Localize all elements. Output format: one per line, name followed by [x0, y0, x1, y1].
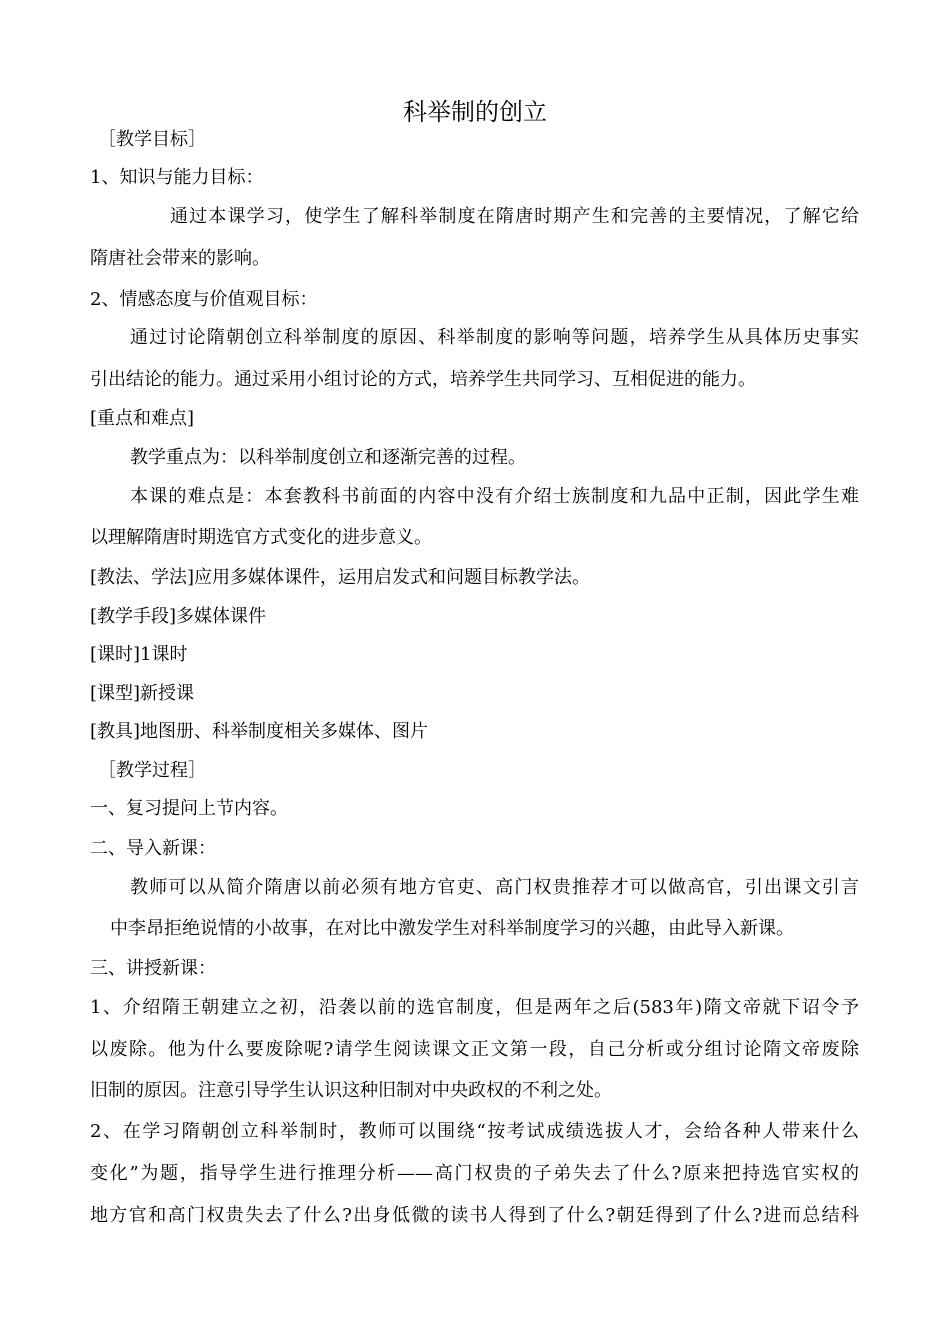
section-heading-process: ［教学过程］	[98, 760, 206, 781]
paragraph-line: 中李昂拒绝说情的小故事，在对比中激发学生对科举制度学习的兴趣，由此导入新课。	[110, 918, 794, 939]
paragraph-line: 以理解隋唐时期选官方式变化的进步意义。	[90, 527, 432, 548]
paragraph-line: 2、在学习隋朝创立科举制时，教师可以围绕“按考试成绩选拔人才，会给各种人带来什么	[90, 1121, 859, 1142]
paragraph-line: 隋唐社会带来的影响。	[90, 248, 270, 269]
section-line-periods: [课时]1课时	[90, 644, 188, 665]
section-line-teaching-aids: [教具]地图册、科举制度相关多媒体、图片	[90, 721, 429, 742]
process-step-new-lesson: 三、讲授新课：	[90, 958, 216, 979]
process-step-review: 一、复习提问上节内容。	[90, 798, 288, 819]
objective-heading-knowledge: 1、知识与能力目标：	[90, 167, 264, 188]
paragraph-line: 地方官和高门权贵失去了什么?出身低微的读书人得到了什么?朝廷得到了什么?进而总结科	[90, 1205, 859, 1226]
section-heading-key-points: [重点和难点]	[90, 408, 195, 429]
objective-heading-emotion: 2、情感态度与价值观目标：	[90, 289, 318, 310]
paragraph-line: 教学重点为：以科举制度创立和逐渐完善的过程。	[130, 447, 526, 468]
paragraph-line: 变化”为题，指导学生进行推理分析——高门权贵的子弟失去了什么?原来把持选官实权的	[90, 1163, 859, 1184]
paragraph-line: 引出结论的能力。通过采用小组讨论的方式，培养学生共同学习、互相促进的能力。	[90, 369, 756, 390]
section-heading-objectives: ［教学目标］	[98, 129, 206, 150]
process-step-introduction: 二、导入新课：	[90, 838, 216, 859]
document-title: 科举制的创立	[403, 98, 547, 126]
paragraph-line: 通过讨论隋朝创立科举制度的原因、科举制度的影响等问题，培养学生从具体历史事实	[130, 327, 859, 348]
paragraph-line: 以废除。他为什么要废除呢?请学生阅读课文正文第一段，自己分析或分组讨论隋文帝废除	[90, 1039, 859, 1060]
paragraph-line: 1、介绍隋王朝建立之初，沿袭以前的选官制度，但是两年之后(583年)隋文帝就下诏令予	[90, 997, 859, 1018]
paragraph-line: 通过本课学习，使学生了解科举制度在隋唐时期产生和完善的主要情况，了解它给	[170, 206, 859, 227]
section-line-means: [教学手段]多媒体课件	[90, 606, 267, 627]
paragraph-line: 本课的难点是：本套教科书前面的内容中没有介绍士族制度和九品中正制，因此学生难	[130, 486, 859, 507]
section-line-methods: [教法、学法]应用多媒体课件，运用启发式和问题目标教学法。	[90, 567, 591, 588]
paragraph-line: 教师可以从简介隋唐以前必须有地方官吏、高门权贵推荐才可以做高官，引出课文引言	[130, 877, 859, 898]
paragraph-line: 旧制的原因。注意引导学生认识这种旧制对中央政权的不利之处。	[90, 1080, 612, 1101]
section-line-lesson-type: [课型]新授课	[90, 683, 195, 704]
